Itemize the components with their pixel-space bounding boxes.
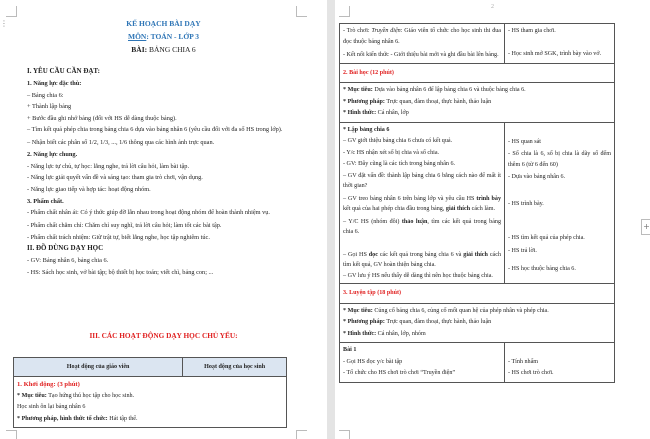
section-heading: II. ĐỒ DÙNG DẠY HỌC bbox=[27, 244, 104, 253]
subheading: 3. Phẩm chất. bbox=[27, 197, 64, 205]
activities-table bbox=[13, 357, 287, 428]
subheading: 2. Năng lực chung. bbox=[27, 150, 78, 158]
list-item: – Tìm kết quả phép chia trong bảng chia 6 dựa vào bảng nhân 6 (yêu cầu đối với đa số HS trong lớp). bbox=[27, 125, 283, 133]
page-gutter bbox=[327, 0, 335, 439]
column-header-student: Hoạt động của học sinh bbox=[183, 358, 287, 377]
lesson-goals-cell: * Mục tiêu: Dựa vào bảng nhân 6 để lập bảng chia 6 và thuộc bảng chia 6. * Phương pháp: Trực quan, đàm thoại, thực hành, thảo luận * Hình thức: Cá nhân, lớp bbox=[340, 83, 615, 123]
list-item: - Phẩm chất chăm chỉ: Chăm chỉ suy nghĩ, trả lời câu hỏi; làm tốt các bài tập. bbox=[27, 221, 222, 229]
warmup-title: 1. Khởi động: (3 phút) bbox=[17, 381, 80, 388]
activities-table-continued bbox=[339, 23, 615, 383]
practice-goals-cell: * Mục tiêu: Củng cố bảng chia 6, củng cố mối quan hệ của phép nhân và phép chia. * Phương pháp: Trực quan, đàm thoại, thực hành, thảo luận * Hình thức: Cá nhân, lớp, nhóm bbox=[340, 303, 615, 343]
list-item: + Bước đầu ghi nhớ bảng (đối với HS dễ dàng thuộc bảng). bbox=[27, 115, 177, 123]
list-item: - Năng lực giải quyết vấn đề và sáng tạo: tham gia trò chơi, vận dụng. bbox=[27, 174, 203, 182]
table-row bbox=[340, 24, 615, 64]
warmup-method: * Phương pháp, hình thức tổ chức: Hát tập thể. bbox=[17, 415, 138, 422]
warmup-row bbox=[14, 377, 287, 428]
table-row bbox=[340, 343, 615, 383]
margin-mark bbox=[296, 6, 307, 17]
margin-mark bbox=[339, 6, 350, 17]
practice-section-title-cell: 3. Luyện tập (18 phút) bbox=[340, 284, 615, 304]
subheading: 1. Năng lực đặc thù: bbox=[27, 79, 82, 87]
list-item: + Thành lập bảng bbox=[27, 103, 72, 111]
teacher-cell: Bài 1 - Gọi HS đọc y/c bài tập - Tổ chức cho HS chơi trò chơi “Truyền điện” bbox=[340, 343, 505, 383]
margin-mark bbox=[296, 430, 307, 439]
table-row bbox=[340, 284, 615, 304]
lesson-name: BÀI: BẢNG CHIA 6 bbox=[131, 45, 196, 54]
list-item: – Bảng chia 6: bbox=[27, 91, 64, 99]
margin-mark bbox=[6, 6, 17, 17]
list-item: - GV: Bảng nhân 6, bảng chia 6. bbox=[27, 257, 109, 265]
warmup-goal: * Mục tiêu: Tạo hứng thú học tập cho học sinh. bbox=[17, 392, 135, 399]
table-row bbox=[340, 63, 615, 83]
document-title bbox=[0, 17, 327, 56]
margin-mark bbox=[6, 430, 17, 439]
student-cell: - HS tham gia chơi. - Học sinh mở SGK, trình bày vào vở. bbox=[505, 24, 615, 64]
list-item: - Phẩm chất trách nhiệm: Giữ trật tự, biết lắng nghe, học tập nghiêm túc. bbox=[27, 233, 210, 241]
section-heading: I. YÊU CẦU CẦN ĐẠT: bbox=[27, 67, 100, 75]
table-row bbox=[340, 303, 615, 343]
list-item: - Năng lực tự chủ, tự học: lắng nghe, trả lời câu hỏi, làm bài tập. bbox=[27, 162, 190, 170]
drag-handle-icon[interactable]: ⋮ bbox=[0, 19, 8, 28]
lesson-plan-title: KẾ HOẠCH BÀI DẠY bbox=[126, 19, 201, 28]
page-number: 2 bbox=[491, 4, 494, 10]
warmup-review: Học sinh ôn lại bảng nhân 6 bbox=[17, 404, 86, 410]
subject-line: MÔN: TOÁN - LỚP 3 bbox=[128, 32, 199, 41]
student-cell: - Tính nhẩm - HS chơi trò chơi. bbox=[505, 343, 615, 383]
column-header-teacher: Hoạt động của giáo viên bbox=[14, 358, 183, 377]
margin-mark bbox=[339, 430, 350, 439]
document-page-2 bbox=[335, 0, 650, 439]
list-item: - Năng lực giao tiếp và hợp tác: hoạt động nhóm. bbox=[27, 186, 151, 194]
table-row bbox=[340, 83, 615, 123]
requirements-section bbox=[15, 66, 315, 279]
list-item: - Phẩm chất nhân ái: Có ý thức giúp đỡ lẫn nhau trong hoạt động nhóm để hoàn thành nhiệm vụ. bbox=[27, 208, 271, 216]
activities-heading: III. CÁC HOẠT ĐỘNG DẠY HỌC CHỦ YẾU: bbox=[89, 331, 238, 340]
list-item: - HS: Sách học sinh, vở bài tập; bộ thiết bị học toán; viết chì, bảng con; ... bbox=[27, 268, 214, 276]
table-row bbox=[340, 122, 615, 284]
list-item: – Nhận biết các phân số 1/2, 1/3, ..., 1/6 thông qua các hình ảnh trực quan. bbox=[27, 138, 215, 146]
lesson-section-title-cell: 2. Bài học (12 phút) bbox=[340, 63, 615, 83]
student-cell: - HS quan sát - Số chia là 6, số bị chia là dãy số đếm thêm 6 (từ 6 đến 60) - Dựa vào bảng nhân 6. - HS trình bày. - HS tìm kết quả của phép chia. - HS trả lời. - HS học thuộc bảng chia 6. bbox=[505, 122, 615, 284]
teacher-cell: - Trò chơi: Truyền điện: Giáo viên tổ chức cho học sinh thi đua đọc thuộc bảng nhân 6. - Kết nối kiến thức - Giới thiệu bài mới và ghi đầu bài lên bảng. bbox=[340, 24, 505, 64]
teacher-cell: * Lập bảng chia 6 – GV giới thiệu bảng chia 6 chưa có kết quả. - Y/c HS nhận xét số bị chia và số chia. - GV: Đây cũng là các tích trong bảng nhân 6. – GV đặt vấn đề: thành lập bảng chia 6 bằng cách nào để mất ít thời gian? – GV treo bảng nhân 6 trên bảng lớp và yêu cầu HS trình bày kết quả của hai phép chia đầu trong bảng, giải thích cách làm. – Y/C HS (nhóm đôi) thảo luận, tìm các kết quả trong bảng chia 6. – Gọi HS đọc các kết quả trong bảng chia 6 và giải thích cách tìm kết quả, GV hoàn thiện bảng chia. – GV lưu ý HS nếu thấy dễ dàng thì nên học thuộc bảng chia. bbox=[340, 122, 505, 284]
add-button[interactable]: + bbox=[641, 219, 650, 235]
